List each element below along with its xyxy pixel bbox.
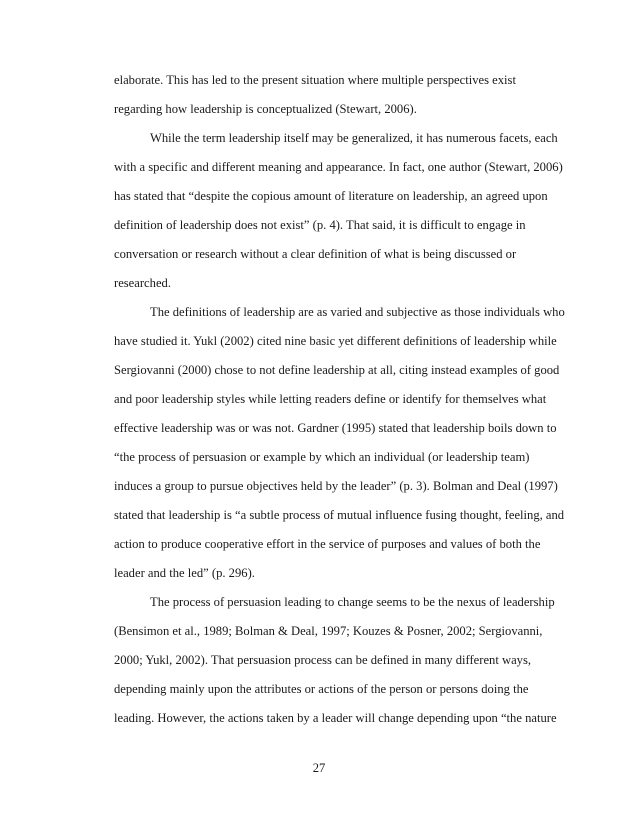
text-line: elaborate. This has led to the present situation where multiple perspectives exist bbox=[114, 73, 516, 87]
text-line: effective leadership was or was not. Gardner (1995) stated that leadership boils down to bbox=[114, 421, 557, 435]
text-line: 2000; Yukl, 2002). That persuasion process can be defined in many different ways, bbox=[114, 653, 532, 667]
text-line: definition of leadership does not exist” (p. 4). That said, it is difficult to engage in bbox=[114, 218, 526, 232]
text-line: The definitions of leadership are as varied and subjective as those individuals who bbox=[150, 305, 565, 319]
text-line: The process of persuasion leading to change seems to be the nexus of leadership bbox=[150, 595, 555, 609]
text-line: conversation or research without a clear definition of what is being discussed or bbox=[114, 247, 517, 261]
text-line: leader and the led” (p. 296). bbox=[114, 566, 255, 580]
text-line: and poor leadership styles while letting readers define or identify for themselves what bbox=[114, 392, 547, 406]
text-line: researched. bbox=[114, 276, 171, 290]
text-line: stated that leadership is “a subtle process of mutual influence fusing thought, feeling, and bbox=[114, 508, 565, 522]
text-line: have studied it. Yukl (2002) cited nine basic yet different definitions of leadership while bbox=[114, 334, 557, 348]
text-line: regarding how leadership is conceptualized (Stewart, 2006). bbox=[114, 102, 417, 116]
text-line: “the process of persuasion or example by which an individual (or leadership team) bbox=[114, 450, 530, 464]
text-line: Sergiovanni (2000) chose to not define leadership at all, citing instead examples of good bbox=[114, 363, 560, 377]
text-line: has stated that “despite the copious amount of literature on leadership, an agreed upon bbox=[114, 189, 548, 203]
text-line: While the term leadership itself may be generalized, it has numerous facets, each bbox=[150, 131, 558, 145]
text-line: leading. However, the actions taken by a leader will change depending upon “the nature bbox=[114, 711, 557, 725]
text-line: induces a group to pursue objectives held by the leader” (p. 3). Bolman and Deal (1997) bbox=[114, 479, 558, 493]
text-line: depending mainly upon the attributes or actions of the person or persons doing the bbox=[114, 682, 529, 696]
page-number: 27 bbox=[312, 761, 326, 775]
text-line: action to produce cooperative effort in the service of purposes and values of both the bbox=[114, 537, 541, 551]
text-line: with a specific and different meaning and appearance. In fact, one author (Stewart, 2006) bbox=[114, 160, 563, 174]
text-line: (Bensimon et al., 1989; Bolman & Deal, 1997; Kouzes & Posner, 2002; Sergiovanni, bbox=[114, 624, 543, 638]
